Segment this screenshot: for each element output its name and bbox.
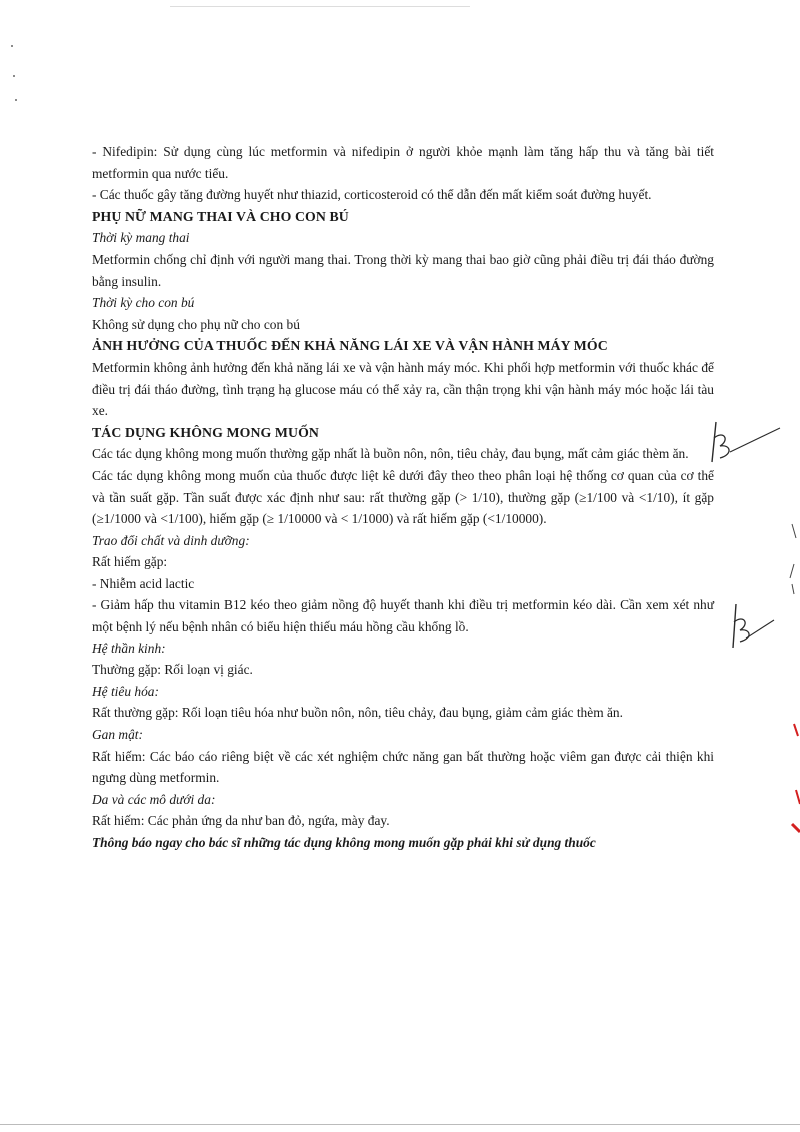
- body-paragraph: Rất hiếm: Các phản ứng da như ban đỏ, ngứa, mày đay.: [92, 813, 390, 829]
- body-paragraph: - Nhiễm acid lactic: [92, 575, 195, 591]
- subsection-heading: Thời kỳ cho con bú: [92, 295, 195, 311]
- subsection-heading: Da và các mô dưới da:: [92, 791, 216, 807]
- subsection-heading: Hệ tiêu hóa:: [92, 683, 159, 699]
- subsection-heading: Thời kỳ mang thai: [92, 230, 190, 246]
- top-scan-line: [170, 6, 470, 7]
- body-paragraph: Thường gặp: Rối loạn vị giác.: [92, 662, 253, 678]
- body-paragraph: Rất hiếm: Các báo cáo riêng biệt về các xét nghiệm chức năng gan bất thường hoặc viêm gan được cải thiện khi ngưng dùng metformin.: [92, 748, 714, 786]
- subsection-heading: Trao đổi chất và dinh dưỡng:: [92, 532, 250, 548]
- body-paragraph: Rất hiếm gặp:: [92, 554, 168, 570]
- document-body: [92, 141, 714, 854]
- section-heading: TÁC DỤNG KHÔNG MONG MUỐN: [92, 424, 319, 440]
- body-paragraph: Metformin không ảnh hưởng đến khả năng lái xe và vận hành máy móc. Khi phối hợp metformin với thuốc khác để điều trị đái tháo đường, tình trạng hạ glucose máu có thể xảy ra, cần thận trọng khi vận hành máy móc hoặc lái tàu xe.: [92, 359, 714, 419]
- closing-notice: Thông báo ngay cho bác sĩ những tác dụng không mong muốn gặp phải khi sử dụng thuốc: [92, 835, 596, 850]
- section-heading: ẢNH HƯỞNG CỦA THUỐC ĐẾN KHẢ NĂNG LÁI XE VÀ VẬN HÀNH MÁY MÓC: [92, 338, 608, 354]
- body-paragraph: - Các thuốc gây tăng đường huyết như thiazid, corticosteroid có thể dẫn đến mất kiểm soát đường huyết.: [92, 187, 652, 203]
- margin-tick-icon: [780, 520, 800, 610]
- body-paragraph: Không sử dụng cho phụ nữ cho con bú: [92, 316, 300, 332]
- subsection-heading: Gan mật:: [92, 727, 143, 743]
- body-paragraph: Các tác dụng không mong muốn của thuốc được liệt kê dưới đây theo theo phân loại hệ thống cơ quan của cơ thể và tần suất gặp. Tần suất được xác định như sau: rất thường gặp (> 1/10), thường gặp (≥1/100 và <1/10), ít gặp (≥1/1000 và <1/100), hiếm gặp (≥ 1/10000 và < 1/1000) và rất hiếm gặp (<1/10000).: [92, 467, 714, 527]
- margin-dot-icon: [0, 40, 24, 110]
- section-heading: PHỤ NỮ MANG THAI VÀ CHO CON BÚ: [92, 208, 349, 224]
- signature-initial-icon: [700, 418, 790, 468]
- body-paragraph: Các tác dụng không mong muốn thường gặp nhất là buồn nôn, nôn, tiêu chảy, đau bụng, mất cảm giác thèm ăn.: [92, 446, 689, 462]
- subsection-heading: Hệ thần kinh:: [92, 640, 166, 656]
- signature-initial-icon: [722, 598, 782, 658]
- red-stamp-edge-icon: [784, 720, 800, 840]
- body-paragraph: - Giảm hấp thu vitamin B12 kéo theo giảm nồng độ huyết thanh khi điều trị metformin kéo dài. Cần xem xét như một bệnh lý nếu bệnh nhân có biểu hiện thiếu máu hồng cầu khổng lồ.: [92, 597, 714, 635]
- body-paragraph: Rất thường gặp: Rối loạn tiêu hóa như buồn nôn, nôn, tiêu chảy, đau bụng, giảm cảm giác thèm ăn.: [92, 705, 623, 721]
- bottom-scan-line: [0, 1124, 800, 1125]
- body-paragraph: Metformin chống chỉ định với người mang thai. Trong thời kỳ mang thai bao giờ cũng phải điều trị đái tháo đường bằng insulin.: [92, 251, 714, 289]
- body-paragraph: - Nifedipin: Sử dụng cùng lúc metformin và nifedipin ở người khỏe mạnh làm tăng hấp thu và tăng bài tiết metformin qua nước tiểu.: [92, 144, 714, 181]
